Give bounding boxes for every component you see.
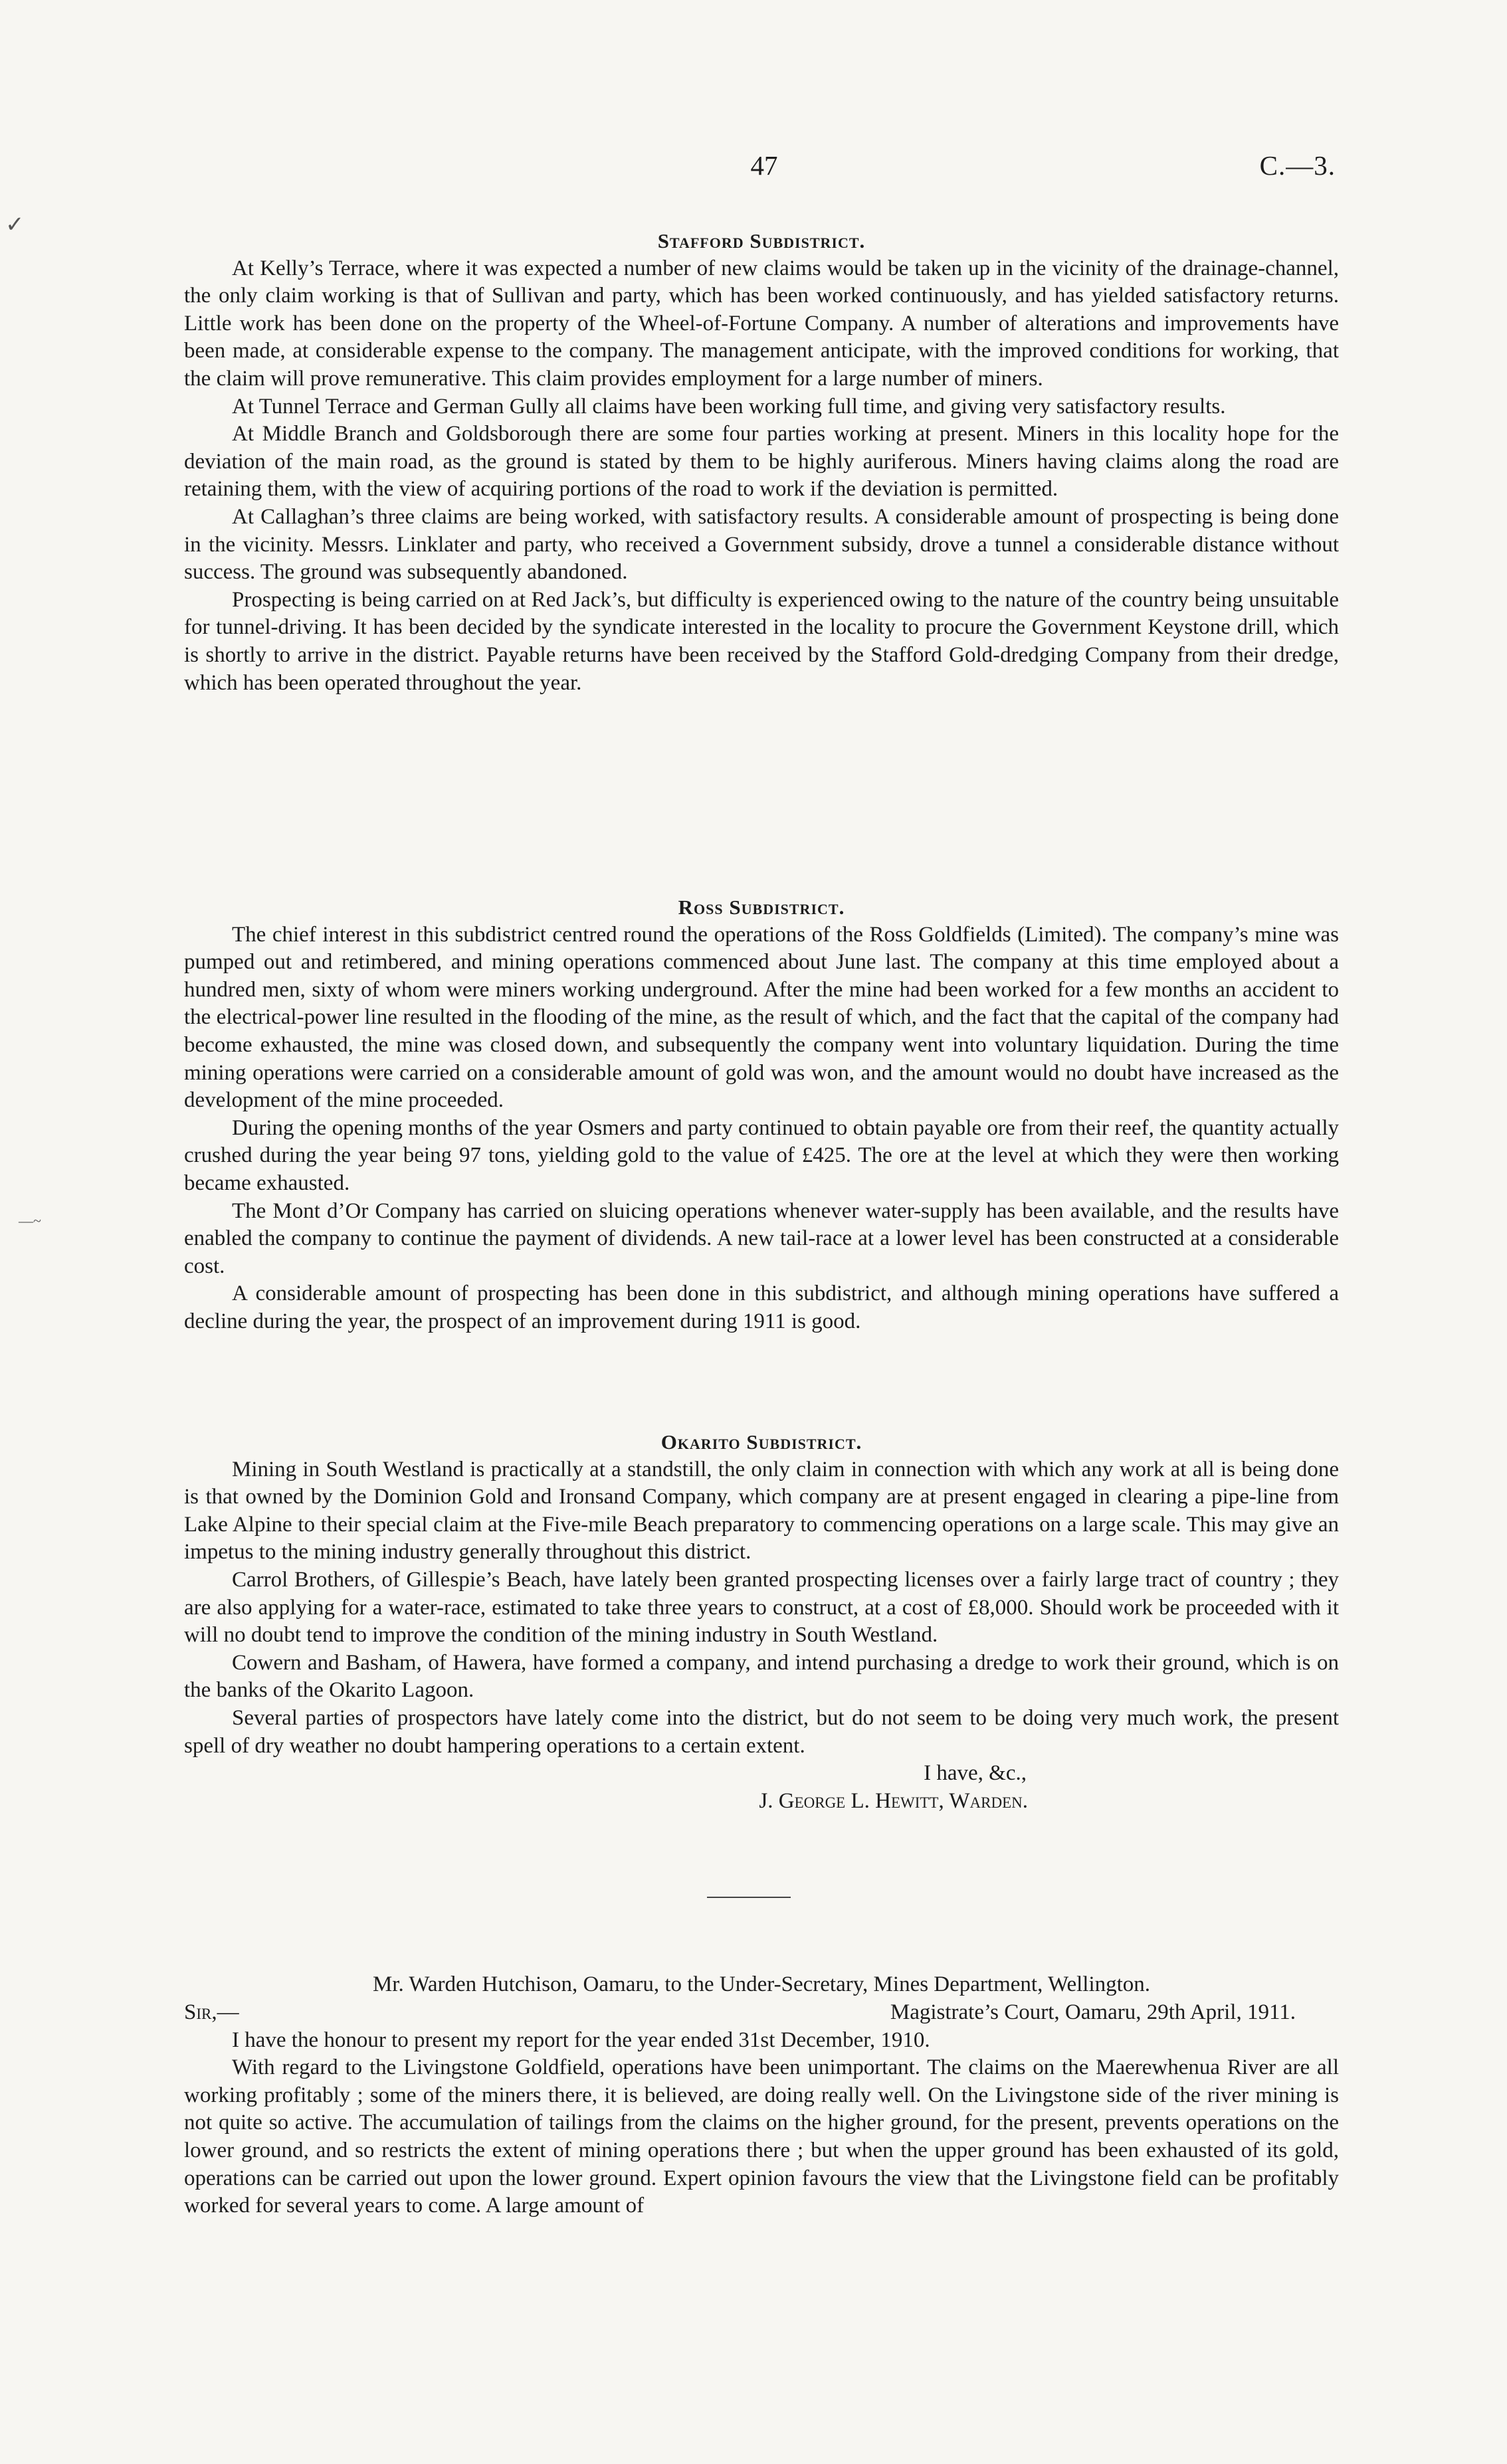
margin-tick-mark: ✓ xyxy=(5,213,25,237)
paragraph: Mining in South Westland is practically at a standstill, the only claim in connection with which any work at all is being done is that owned by the Dominion Gold and Ironsand Company, which company are at present engaged in clearing a pipe-line from Lake Alpine to their special claim at the Five-mile Beach preparatory to commencing operations on a large scale. This may give an impetus to the mining industry generally throughout this district. xyxy=(184,1457,1339,1564)
paragraph: At Callaghan’s three claims are being worked, with satisfactory results. A considerable amount of prospecting is being done in the vicinity. Messrs. Linklater and party, who received a Government subsidy, drove a tunnel a considerable distance without success. The ground was subsequently abandoned. xyxy=(184,504,1339,585)
divider-rule xyxy=(707,1897,791,1898)
salutation: Sir,— xyxy=(184,2000,239,2024)
document-reference: C.—3. xyxy=(1259,150,1336,181)
closing-formula: I have, &c., xyxy=(924,1761,1027,1786)
paragraph: During the opening months of the year Osmers and party continued to obtain payable ore from their reef, the quantity actually crushed during the year being 97 tons, yielding gold to the value of £425. The ore at the level at which they were then working became exhausted. xyxy=(184,1115,1339,1195)
section-heading-okarito: Okarito Subdistrict. xyxy=(660,1430,862,1454)
paragraph: Carrol Brothers, of Gillespie’s Beach, have lately been granted prospecting licenses over a fairly large tract of country ; they are also applying for a water-race, estimated to take three years to construct, at a cost of £8,000. Should work be proceeded with it will no doubt tend to improve the condition of the mining industry in South Westland. xyxy=(184,1567,1339,1648)
paragraph: Cowern and Basham, of Hawera, have formed a company, and intend purchasing a dredge to work their ground, which is on the banks of the Okarito Lagoon. xyxy=(184,1650,1339,1703)
paragraph: The Mont d’Or Company has carried on sluicing operations whenever water-supply has been available, and the results have enabled the company to continue the payment of dividends. A new tail-race at a lower level has been constructed at a considerable cost. xyxy=(184,1198,1339,1278)
paragraph: Prospecting is being carried on at Red Jack’s, but difficulty is experienced owing to the nature of the country being unsuitable for tunnel-driving. It has been decided by the syndicate interested in the locality to procure the Government Keystone drill, which is shortly to arrive in the district. Payable returns have been received by the Stafford Gold-dredging Company from their dredge, which has been operated throughout the year. xyxy=(184,587,1339,695)
section-heading-ross: Ross Subdistrict. xyxy=(678,896,845,919)
paragraph: At Middle Branch and Goldsborough there are some four parties working at present. Miners in this locality hope for the deviation of the main road, as the ground is stated by them to be highly auriferous. Miners having claims along the road are retaining them, with the view of acquiring portions of the road to work if the deviation is permitted. xyxy=(184,422,1339,502)
paragraph: I have the honour to present my report for the year ended 31st December, 1910. xyxy=(232,2028,930,2052)
paragraph: With regard to the Livingstone Goldfield, operations have been unimportant. The claims on the Maerewhenua River are all working profitably ; some of the miners there, it is believed, are doing really well. On the Livingstone side of the river mining is not quite so active. The accumulation of tailings from the claims on the higher ground, for the present, prevents operations on the lower ground, and so restricts the extent of mining operations there ; but when the upper ground has been exhausted of its gold, operations can be carried out upon the lower ground. Expert opinion favours the view that the Livingstone field can be profitably worked for several years to come. A large amount of xyxy=(184,2055,1339,2218)
paragraph: The chief interest in this subdistrict centred round the operations of the Ross Goldfields (Limited). The company’s mine was pumped out and retimbered, and mining operations commenced about June last. The company at this time employed about a hundred men, sixty of whom were miners working underground. After the mine had been worked for a few months an accident to the electrical-power line resulted in the flooding of the mine, as the result of which, and the fact that the capital of the company had become exhausted, the mine was closed down, and subsequently the company went into voluntary liquidation. During the time mining operations were carried on a considerable amount of gold was won, and the amount would no doubt have increased as the development of the mine proceeded. xyxy=(184,922,1339,1113)
signature: J. George L. Hewitt, Warden. xyxy=(759,1788,1028,1813)
paragraph: Several parties of prospectors have lately come into the district, but do not seem to be doing very much work, the present spell of dry weather no doubt hampering operations to a certain extent. xyxy=(184,1705,1339,1758)
letter-address: Mr. Warden Hutchison, Oamaru, to the Under-Secretary, Mines Department, Wellington. xyxy=(372,1972,1151,1996)
paragraph: At Kelly’s Terrace, where it was expected a number of new claims would be taken up in the vicinity of the drainage-channel, the only claim working is that of Sullivan and party, which has been worked continuously, and has yielded satisfactory returns. Little work has been done on the property of the Wheel-of-Fortune Company. A number of alterations and improvements have been made, at considerable expense to the company. The management anticipate, with the improved conditions for working, that the claim will prove remunerative. This claim provides employment for a large number of miners. xyxy=(184,256,1339,391)
paragraph: A considerable amount of prospecting has been done in this subdistrict, and although mining operations have suffered a decline during the year, the prospect of an improvement during 1911 is good. xyxy=(184,1281,1339,1333)
section-heading-stafford: Stafford Subdistrict. xyxy=(657,229,866,252)
margin-dash-mark: —~ xyxy=(19,1212,41,1229)
okarito-section xyxy=(184,1428,1339,1815)
salutation-line xyxy=(184,1999,1339,2027)
letter-section xyxy=(184,1971,1339,2220)
page-number: 47 xyxy=(750,150,778,181)
paragraph: At Tunnel Terrace and German Gully all claims have been working full time, and giving very satisfactory results. xyxy=(232,394,1226,419)
stafford-section xyxy=(184,227,1339,697)
place-and-date: Magistrate’s Court, Oamaru, 29th April, 1911. xyxy=(890,2000,1296,2024)
ross-section xyxy=(184,894,1339,1336)
